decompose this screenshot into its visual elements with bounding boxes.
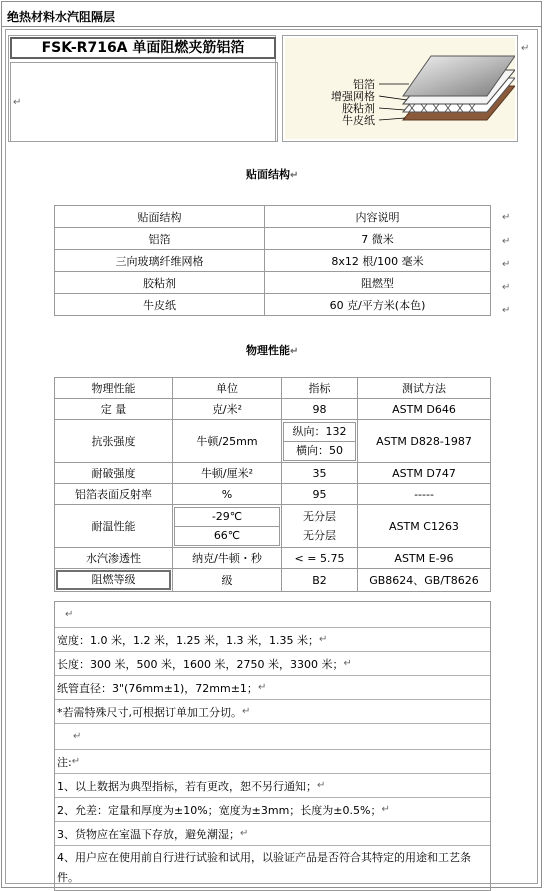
- table-cell: 35: [282, 463, 358, 484]
- table-header-cell: 贴面结构: [55, 206, 265, 228]
- structure-table: [54, 205, 491, 316]
- table-cell: [282, 505, 358, 548]
- table-cell: 铝箔: [55, 228, 265, 250]
- table-cell: 级: [173, 569, 282, 592]
- note-line: ↵: [55, 602, 490, 628]
- note-line: ↵: [55, 724, 490, 750]
- return-mark-icon: ↵: [13, 97, 22, 108]
- table-cell: ASTM D828-1987: [358, 420, 491, 463]
- return-mark-icon: ↵: [502, 259, 511, 270]
- table-cell: 定 量: [55, 399, 173, 420]
- table-header-row: [55, 378, 491, 399]
- table-cell: 耐破强度: [55, 463, 173, 484]
- table-cell: 纳克/牛顿・秒: [173, 548, 282, 569]
- table-row: [55, 463, 491, 484]
- table-cell: 7 微米: [265, 228, 491, 250]
- table-cell: 克/米²: [173, 399, 282, 420]
- table-cell: 8x12 根/100 毫米: [265, 250, 491, 272]
- temp-high: 66℃: [174, 527, 280, 546]
- product-title: FSK-R716A 单面阻燃夹筋铝箔: [10, 37, 276, 59]
- table-header-cell: 单位: [173, 378, 282, 399]
- value-transverse: 横向：50: [283, 442, 356, 461]
- note-line: 纸管直径：3"(76mm±1)，72mm±1； ↵: [55, 676, 490, 700]
- table-cell: 阻燃型: [265, 272, 491, 294]
- header-title: 绝热材料水汽阻隔层: [7, 10, 116, 24]
- notes-block: [54, 601, 491, 891]
- table-header-cell: 指标: [282, 378, 358, 399]
- table-cell: 60 克/平方米(本色): [265, 294, 491, 316]
- table-cell: 牛顿/厘米²: [173, 463, 282, 484]
- table-row: [55, 548, 491, 569]
- table-cell: 耐温性能: [55, 505, 173, 548]
- table-row: [55, 569, 491, 592]
- table-row: [55, 294, 491, 316]
- table-row: [55, 250, 491, 272]
- table-cell: 铝箔表面反射率: [55, 484, 173, 505]
- table-row: [55, 399, 491, 420]
- note-line: 1、以上数据为典型指标，若有更改，恕不另行通知； ↵: [55, 774, 490, 798]
- table-cell: 三向玻璃纤维网格: [55, 250, 265, 272]
- note-line: *若需特殊尺寸,可根据订单加工分切。 ↵: [55, 700, 490, 724]
- table-cell: GB8624、GB/T8626: [358, 569, 491, 592]
- result-low: 无分层: [303, 510, 336, 523]
- return-mark-icon: ↵: [521, 43, 530, 54]
- table-cell: ASTM C1263: [358, 505, 491, 548]
- table-cell: [173, 505, 282, 548]
- table-cell: -----: [358, 484, 491, 505]
- table-row: [55, 272, 491, 294]
- note-line: 宽度：1.0 米，1.2 米，1.25 米，1.3 米，1.35 米； ↵: [55, 628, 490, 652]
- table-cell: B2: [282, 569, 358, 592]
- note-line: 4、用户应在使用前自行进行试验和试用，以验证产品是否符合其特定的用途和工艺条件。: [57, 851, 471, 884]
- table-cell: ASTM D747: [358, 463, 491, 484]
- return-mark-icon: ↵: [502, 282, 511, 293]
- return-mark-icon: ↵: [502, 305, 511, 316]
- table-cell: [282, 420, 358, 463]
- table-row: [55, 484, 491, 505]
- note-line: 注: ↵: [55, 750, 490, 774]
- table-cell: ASTM D646: [358, 399, 491, 420]
- layer-label-foil: 铝箔: [353, 78, 375, 91]
- table-row: [55, 505, 491, 548]
- fire-rating-label: 阻燃等级: [56, 570, 171, 590]
- table-cell: 牛顿/25mm: [173, 420, 282, 463]
- table-cell: 抗张强度: [55, 420, 173, 463]
- table-cell: 98: [282, 399, 358, 420]
- return-mark-icon: ↵: [502, 212, 511, 223]
- section-heading-physical: 物理性能↵: [246, 344, 299, 357]
- table-row: [55, 420, 491, 463]
- result-high: 无分层: [303, 529, 336, 542]
- table-header-cell: 内容说明: [265, 206, 491, 228]
- note-line: 3、货物应在室温下存放，避免潮湿； ↵: [55, 822, 490, 846]
- return-mark-icon: ↵: [502, 236, 511, 247]
- table-cell: [55, 569, 173, 592]
- table-row: [55, 228, 491, 250]
- layer-label-mesh: 增强网格: [331, 90, 375, 103]
- header-bar: [2, 2, 541, 27]
- table-cell: 水汽渗透性: [55, 548, 173, 569]
- table-header-cell: 测试方法: [358, 378, 491, 399]
- table-cell: 牛皮纸: [55, 294, 265, 316]
- table-cell: ASTM E-96: [358, 548, 491, 569]
- table-header-cell: 物理性能: [55, 378, 173, 399]
- product-description-cell: [10, 62, 278, 142]
- table-cell: %: [173, 484, 282, 505]
- physical-properties-table: [54, 377, 491, 592]
- section-heading-structure: 贴面结构↵: [246, 168, 299, 181]
- layer-label-kraft: 牛皮纸: [342, 114, 375, 127]
- temp-low: -29℃: [174, 507, 280, 527]
- table-cell: 95: [282, 484, 358, 505]
- layer-diagram: [285, 38, 515, 139]
- value-longitudinal: 纵向：132: [283, 422, 356, 442]
- table-cell: 胶粘剂: [55, 272, 265, 294]
- table-cell: < = 5.75: [282, 548, 358, 569]
- note-line: 长度：300 米，500 米，1600 米，2750 米，3300 米； ↵: [55, 652, 490, 676]
- layer-label-adhesive: 胶粘剂: [342, 102, 375, 115]
- table-header-row: [55, 206, 491, 228]
- layer-diagram-svg: [285, 38, 515, 139]
- note-line: 2、允差：定量和厚度为±10%；宽度为±3mm；长度为±0.5%； ↵: [55, 798, 490, 822]
